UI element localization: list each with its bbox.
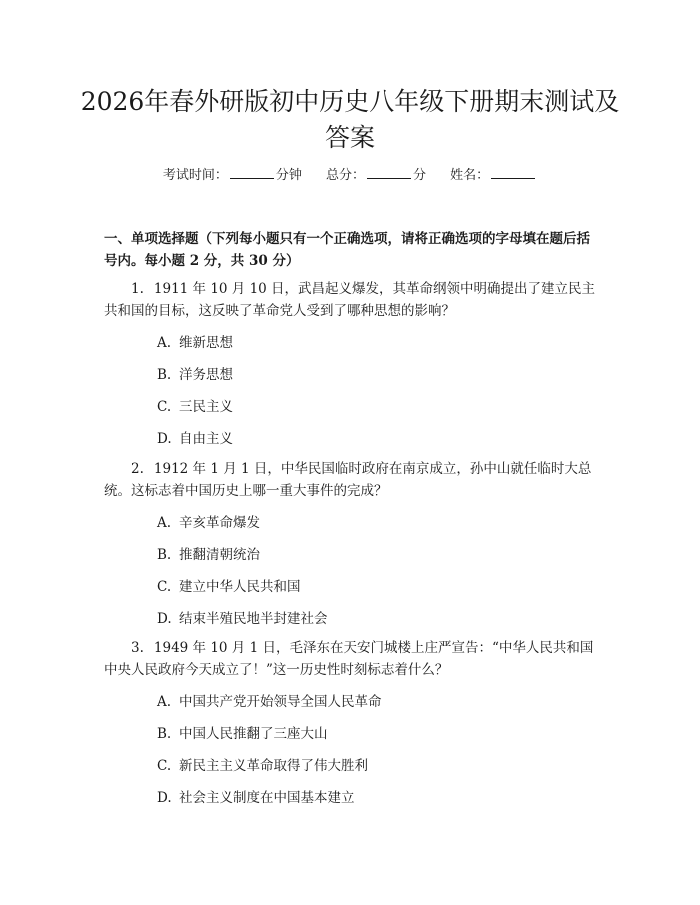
- question-text: 1949 年 10 月 1 日，毛泽东在天安门城楼上庄严宣告：“中华人民共和国中央人民政府今天成立了！”这一历史性时刻标志着什么？: [104, 640, 594, 678]
- option-2a: [157, 513, 260, 533]
- option-text: 社会主义制度在中国基本建立: [179, 790, 355, 806]
- option-letter: C.: [157, 758, 172, 774]
- option-2c: [157, 577, 301, 597]
- option-letter: D.: [157, 790, 172, 806]
- option-text: 新民主主义革命取得了伟大胜利: [179, 758, 368, 774]
- option-text: 推翻清朝统治: [179, 547, 260, 563]
- question-1: [104, 278, 600, 322]
- option-3a: [157, 692, 382, 712]
- exam-time-unit: 分钟: [275, 168, 302, 183]
- option-1a: [157, 333, 233, 353]
- option-3b: [157, 724, 328, 744]
- question-number: 2.: [131, 461, 144, 477]
- option-text: 辛亥革命爆发: [179, 515, 260, 531]
- question-2: [104, 458, 600, 502]
- exam-time-field: [163, 166, 302, 186]
- question-text: 1911 年 10 月 10 日，武昌起义爆发，其革命纲领中明确提出了建立民主共和国的目标，这反映了革命党人受到了哪种思想的影响？: [104, 281, 596, 319]
- option-text: 中国共产党开始领导全国人民革命: [179, 694, 382, 710]
- option-2b: [157, 545, 260, 565]
- exam-time-label: 考试时间：: [162, 168, 228, 183]
- exam-time-blank: [230, 166, 274, 179]
- total-score-label: 总分：: [325, 168, 365, 183]
- option-text: 维新思想: [179, 335, 233, 351]
- option-1d: [157, 429, 233, 449]
- question-text: 1912 年 1 月 1 日，中华民国临时政府在南京成立，孙中山就任临时大总统。这标志着中国历史上哪一重大事件的完成？: [104, 461, 592, 499]
- option-letter: A.: [157, 335, 172, 351]
- option-letter: B.: [157, 547, 172, 563]
- option-letter: C.: [157, 579, 172, 595]
- option-3c: [157, 756, 368, 776]
- option-2d: [157, 609, 328, 629]
- student-name-label: 姓名：: [450, 168, 490, 183]
- option-1c: [157, 397, 233, 417]
- total-score-unit: 分: [413, 168, 427, 183]
- option-letter: B.: [157, 367, 172, 383]
- total-score-blank: [367, 166, 411, 179]
- option-3d: [157, 788, 355, 808]
- option-text: 建立中华人民共和国: [179, 579, 301, 595]
- option-letter: D.: [157, 611, 172, 627]
- option-text: 中国人民推翻了三座大山: [179, 726, 328, 742]
- question-number: 1.: [131, 281, 144, 297]
- option-letter: D.: [157, 431, 172, 447]
- student-name-field: [450, 166, 537, 186]
- total-score-field: [326, 166, 426, 186]
- option-text: 洋务思想: [179, 367, 233, 383]
- option-text: 三民主义: [179, 399, 233, 415]
- question-3: [104, 637, 600, 681]
- student-name-blank: [491, 166, 535, 179]
- document-title: 2026年春外研版初中历史八年级下册期末测试及答案: [80, 87, 620, 152]
- option-letter: B.: [157, 726, 172, 742]
- option-letter: A.: [157, 515, 172, 531]
- question-number: 3.: [131, 640, 144, 656]
- option-text: 自由主义: [179, 431, 233, 447]
- option-letter: A.: [157, 694, 172, 710]
- option-text: 结束半殖民地半封建社会: [179, 611, 328, 627]
- option-letter: C.: [157, 399, 172, 415]
- exam-info: [0, 166, 700, 186]
- option-1b: [157, 365, 233, 385]
- section-heading: 一、单项选择题（下列每小题只有一个正确选项，请将正确选项的字母填在题后括号内。每小题 2 分，共 30 分）: [104, 231, 590, 269]
